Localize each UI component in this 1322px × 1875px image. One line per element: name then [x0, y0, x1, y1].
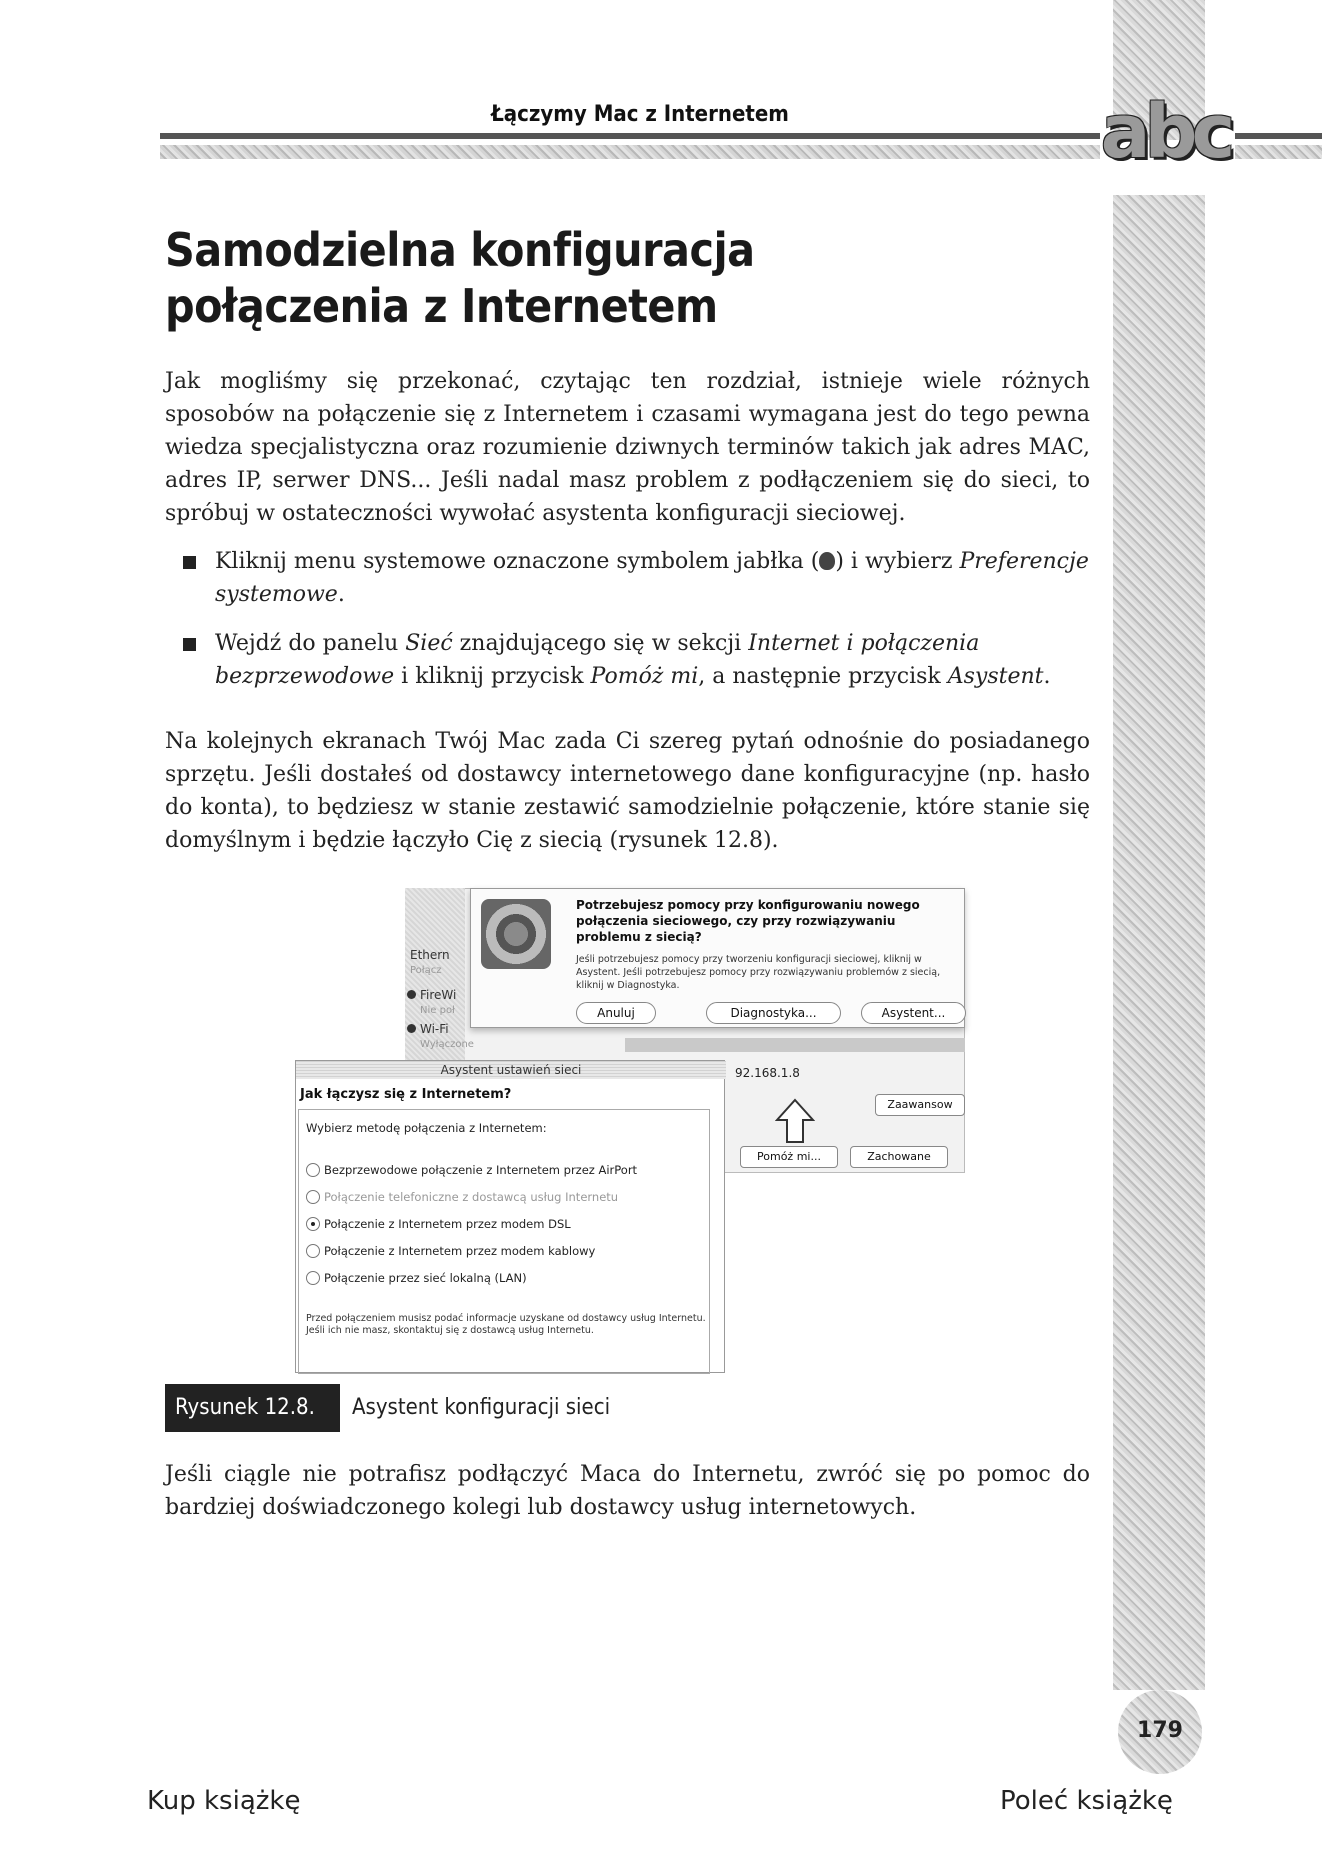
radio-button-selected[interactable] — [306, 1217, 320, 1231]
paragraph-intro: Jak mogliśmy się przekonać, czytając ten rozdział, istnieje wiele różnych sposobów na połączenie się z Internetem i czasami wymagana jest do tego pewna wiedza specjalistyczna oraz rozumienie dziwnych terminów takich jak adres MAC, adres IP, serwer DNS... Jeśli nadal masz problem z podłączeniem się do sieci, to spróbuj w ostateczności wywołać asystenta konfiguracji sieciowej. — [165, 369, 1090, 526]
assistant-prompt: Wybierz metodę połączenia z Internetem: — [306, 1121, 547, 1135]
radio-option-airport[interactable]: Bezprzewodowe połączenie z Internetem przez AirPort — [306, 1163, 637, 1177]
config-row — [625, 1038, 965, 1052]
network-settings-icon — [481, 899, 551, 969]
paragraph-assistant: Na kolejnych ekranach Twój Mac zada Ci szereg pytań odnośnie do posiadanego sprzętu. Jeśli dostałeś od dostawcy internetowego dane konfiguracyjne (np. hasło do konta), to będziesz w stanie zestawić samodzielnie połączenie, które stanie się domyślnym i będzie łączyło Cię z siecią (rysunek 12.8). — [165, 729, 1090, 853]
bullet-square-icon — [183, 638, 196, 651]
advanced-button[interactable]: Zaawansow — [875, 1094, 965, 1116]
assistant-button[interactable]: Asystent... — [861, 1002, 966, 1024]
radio-option-dialup[interactable]: Połączenie telefoniczne z dostawcą usług Internetu — [306, 1190, 618, 1204]
window-title: Asystent ustawień sieci — [296, 1061, 726, 1079]
list-item: Kliknij menu systemowe oznaczone symbolem jabłka ( ) i wybierz Preferencje systemowe. — [180, 545, 1090, 611]
figure-caption-text: Asystent konfiguracji sieci — [352, 1395, 611, 1420]
radio-button[interactable] — [306, 1163, 320, 1177]
radio-option-dsl[interactable]: Połączenie z Internetem przez modem DSL — [306, 1217, 571, 1231]
decorative-stripe — [1113, 195, 1205, 1690]
figure-screenshot — [295, 888, 965, 1373]
status-dot-icon — [407, 990, 416, 999]
ip-address-value: 92.168.1.8 — [735, 1066, 800, 1080]
title-line-2: połączenia z Internetem — [165, 279, 718, 333]
abc-logo: abc — [1100, 89, 1230, 175]
diagnostics-button[interactable]: Diagnostyka... — [706, 1002, 841, 1024]
help-me-button[interactable]: Pomóż mi... — [740, 1146, 838, 1168]
cancel-button[interactable]: Anuluj — [576, 1002, 656, 1024]
radio-option-lan[interactable]: Połączenie przez sieć lokalną (LAN) — [306, 1271, 527, 1285]
radio-button[interactable] — [306, 1244, 320, 1258]
section-title — [165, 222, 1065, 334]
sidebar-item-ethernet[interactable]: Ethern Połącz — [410, 948, 450, 976]
recommend-book-link[interactable]: Poleć książkę — [1000, 1786, 1173, 1816]
bullet-square-icon — [183, 556, 196, 569]
help-sheet-dialog — [470, 888, 965, 1028]
radio-button[interactable] — [306, 1271, 320, 1285]
page-number: 179 — [1137, 1718, 1183, 1743]
header-rule-right-pattern — [1235, 145, 1322, 159]
sidebar-item-firewire[interactable]: FireWi Nie poł — [407, 988, 456, 1016]
title-line-1: Samodzielna konfiguracja — [165, 223, 755, 277]
sidebar-item-wifi[interactable]: Wi-Fi Wyłączone — [407, 1022, 474, 1050]
radio-button[interactable] — [306, 1190, 320, 1204]
figure-caption-label: Rysunek 12.8. — [165, 1384, 340, 1432]
header-rule — [160, 133, 1100, 139]
paragraph-closing: Jeśli ciągle nie potrafisz podłączyć Maca do Internetu, zwróć się po pomoc do bardziej doświadczonego kolegi lub dostawcy usług internetowych. — [165, 1462, 1090, 1520]
dialog-description: Jeśli potrzebujesz pomocy przy tworzeniu konfiguracji sieciowej, kliknij w Asystent. Jeśli potrzebujesz pomocy przy rozwiązywaniu problemów z siecią, kliknij w Diagnostyka. — [576, 954, 941, 991]
assistant-note: Przed połączeniem musisz podać informacje uzyskane od dostawcy usług Internetu. Jeśli ich nie masz, skontaktuj się z dostawcą usług Internetu. — [306, 1313, 706, 1336]
list-item: Wejdź do panelu Sieć znajdującego się w sekcji Internet i połączenia bezprzewodowe i kliknij przycisk Pomóż mi, a następnie przycisk Asystent. — [180, 627, 1090, 693]
header-rule-right — [1235, 133, 1322, 139]
running-head: Łączymy Mac z Internetem — [491, 102, 789, 127]
header-rule-pattern — [160, 145, 1100, 159]
network-setup-assistant-window — [295, 1060, 725, 1373]
saved-button[interactable]: Zachowane — [850, 1146, 948, 1168]
instruction-list — [180, 545, 1090, 709]
buy-book-link[interactable]: Kup książkę — [147, 1786, 301, 1816]
apple-icon — [819, 552, 835, 570]
status-dot-icon — [407, 1024, 416, 1033]
dialog-question: Potrzebujesz pomocy przy konfigurowaniu nowego połączenia sieciowego, czy przy rozwiązywaniu problemu z siecią? — [576, 898, 920, 944]
radio-option-cable[interactable]: Połączenie z Internetem przez modem kablowy — [306, 1244, 595, 1258]
assistant-heading: Jak łączysz się z Internetem? — [300, 1087, 512, 1102]
arrow-up-icon — [775, 1098, 815, 1144]
